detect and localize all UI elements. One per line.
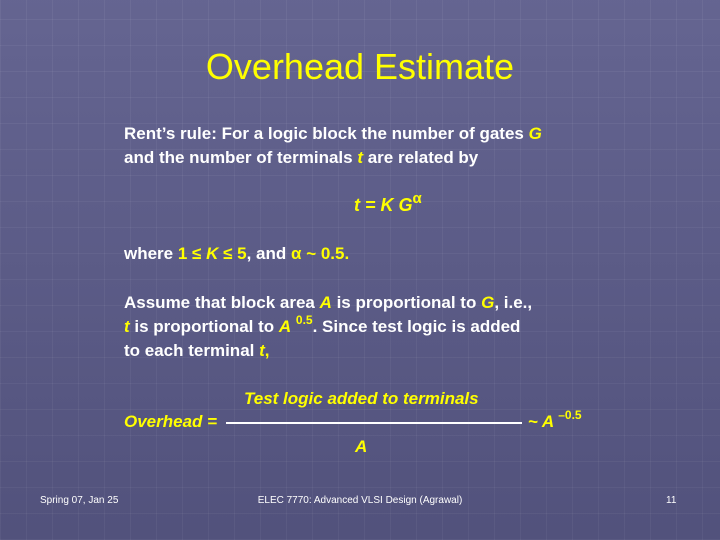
assume-var-A: A xyxy=(319,293,332,312)
formula-lhs: Overhead = xyxy=(124,412,222,431)
eq-alpha-exp: α xyxy=(412,190,422,207)
assume-text-4: is proportional to xyxy=(129,317,279,336)
where-and: , and xyxy=(246,244,292,263)
formula-approx: ~ A xyxy=(527,412,554,431)
assume-var-G: G xyxy=(481,293,495,312)
eq-equals: = xyxy=(360,195,381,215)
formula-row xyxy=(124,410,582,434)
footer-date: Spring 07, Jan 25 xyxy=(40,495,119,506)
where-range: 1 ≤ xyxy=(177,244,207,263)
eq-k: K xyxy=(380,195,394,215)
where-k: K xyxy=(206,244,219,263)
assume-text-7: , xyxy=(264,341,270,360)
assume-text-2: is proportional to xyxy=(331,293,482,312)
assume-var-t-2: t xyxy=(259,341,265,360)
where-alpha: α xyxy=(291,244,302,263)
eq-g: G xyxy=(398,195,413,215)
where-approx: ~ 0.5. xyxy=(301,244,350,263)
slide-title: Overhead Estimate xyxy=(205,46,515,87)
assume-line-1 xyxy=(124,291,532,315)
rent-rule-line-2 xyxy=(124,146,478,170)
assume-text-3: , i.e., xyxy=(494,293,533,312)
assume-exp: 0.5 xyxy=(295,313,313,327)
where-line xyxy=(124,242,349,266)
page-number: 11 xyxy=(666,495,677,506)
assume-var-A-2: A xyxy=(278,317,292,336)
formula-denominator: A xyxy=(355,437,368,456)
rents-rule-equation xyxy=(354,190,422,217)
rent-rule-text-2: and the number of terminals xyxy=(124,148,358,167)
assume-text-5: . Since test logic is added xyxy=(312,317,521,336)
footer-course: ELEC 7770: Advanced VLSI Design (Agrawal) xyxy=(257,495,463,506)
rent-rule-text-3: are related by xyxy=(362,148,479,167)
where-prefix: where xyxy=(124,244,178,263)
var-G: G xyxy=(528,124,542,143)
rent-rule-line-1 xyxy=(124,122,542,146)
assume-text-1: Assume that block area xyxy=(124,293,320,312)
assume-line-2 xyxy=(124,315,520,339)
eq-lhs: t xyxy=(354,195,360,215)
assume-text-6: to each terminal xyxy=(124,341,260,360)
rent-rule-text: Rent’s rule: For a logic block the number of gates xyxy=(124,124,529,143)
where-range-2: ≤ 5 xyxy=(218,244,247,263)
formula-exp: –0.5 xyxy=(558,408,582,422)
var-t: t xyxy=(357,148,363,167)
fraction-bar xyxy=(226,422,522,424)
assume-line-3 xyxy=(124,339,270,363)
formula-numerator: Test logic added to terminals xyxy=(244,389,479,408)
assume-var-t: t xyxy=(124,317,130,336)
